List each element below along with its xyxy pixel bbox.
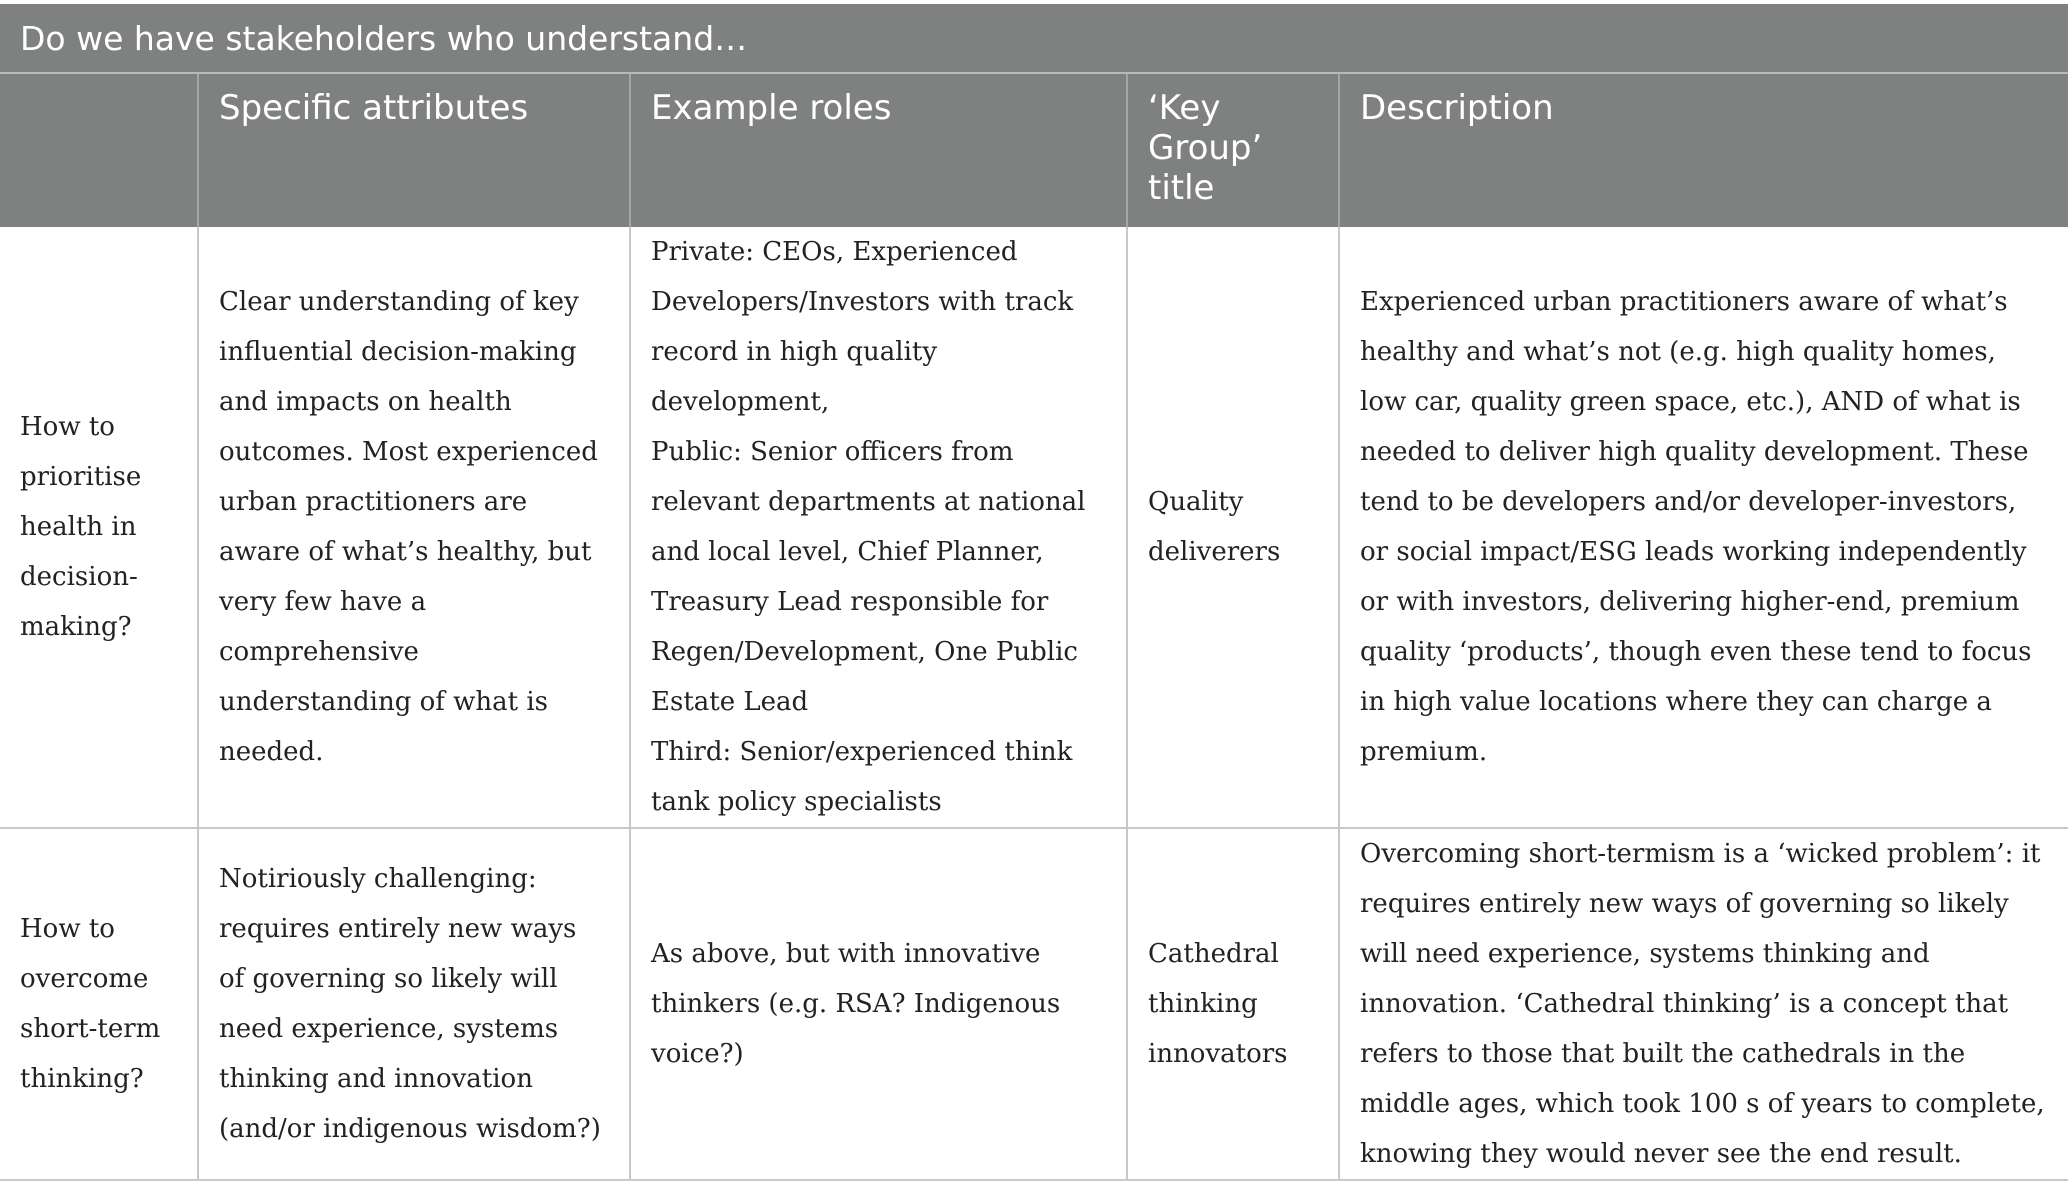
column-header-roles: Example roles — [630, 73, 1127, 227]
table-row — [0, 227, 2068, 828]
row-roles-cell: As above, but with innovative thinkers (e.g. RSA? Indigenous voice?) — [630, 828, 1127, 1180]
column-header-attributes: Specific attributes — [198, 73, 630, 227]
column-header-question — [0, 73, 198, 227]
table-title-row — [0, 4, 2068, 73]
row-question-cell: How to overcome short-term thinking? — [0, 828, 198, 1180]
stakeholder-table — [0, 4, 2068, 1181]
row-roles-cell: Private: CEOs, Experienced Developers/Investors with track record in high quality development, Public: Senior officers from relevant departments at national and local level, Chief Planner, Treasury Lead responsible for Regen/Development, One Public Estate Lead Third: Senior/experienced think tank policy specialists — [630, 227, 1127, 828]
table-title: Do we have stakeholders who understand… — [0, 4, 2068, 73]
row-key-group-cell: Cathedral thinking innovators — [1127, 828, 1339, 1180]
table-row — [0, 828, 2068, 1180]
column-header-key-group: ‘Key Group’ title — [1127, 73, 1339, 227]
row-description-cell: Overcoming short-termism is a ‘wicked problem’: it requires entirely new ways of governing so likely will need experience, systems thinking and innovation. ‘Cathedral thinking’ is a concept that refers to those that built the cathedrals in the middle ages, which took 100 s of years to complete, knowing they would never see the end result. — [1339, 828, 2068, 1180]
row-attributes-cell: Clear understanding of key influential decision-making and impacts on health outcomes. Most experienced urban practitioners are aware of what’s healthy, but very few have a comprehensive understanding of what is needed. — [198, 227, 630, 828]
row-key-group-cell: Quality deliverers — [1127, 227, 1339, 828]
row-description-cell: Experienced urban practitioners aware of what’s healthy and what’s not (e.g. high quality homes, low car, quality green space, etc.), AND of what is needed to deliver high quality development. These tend to be developers and/or developer-investors, or social impact/ESG leads working independently or with investors, delivering higher-end, premium quality ‘products’, though even these tend to focus in high value locations where they can charge a premium. — [1339, 227, 2068, 828]
row-attributes-cell: Notiriously challenging: requires entirely new ways of governing so likely will need experience, systems thinking and innovation (and/or indigenous wisdom?) — [198, 828, 630, 1180]
stakeholder-table-container — [0, 4, 2068, 1181]
table-header-row — [0, 73, 2068, 227]
column-header-description: Description — [1339, 73, 2068, 227]
row-question-cell: How to prioritise health in decision-making? — [0, 227, 198, 828]
